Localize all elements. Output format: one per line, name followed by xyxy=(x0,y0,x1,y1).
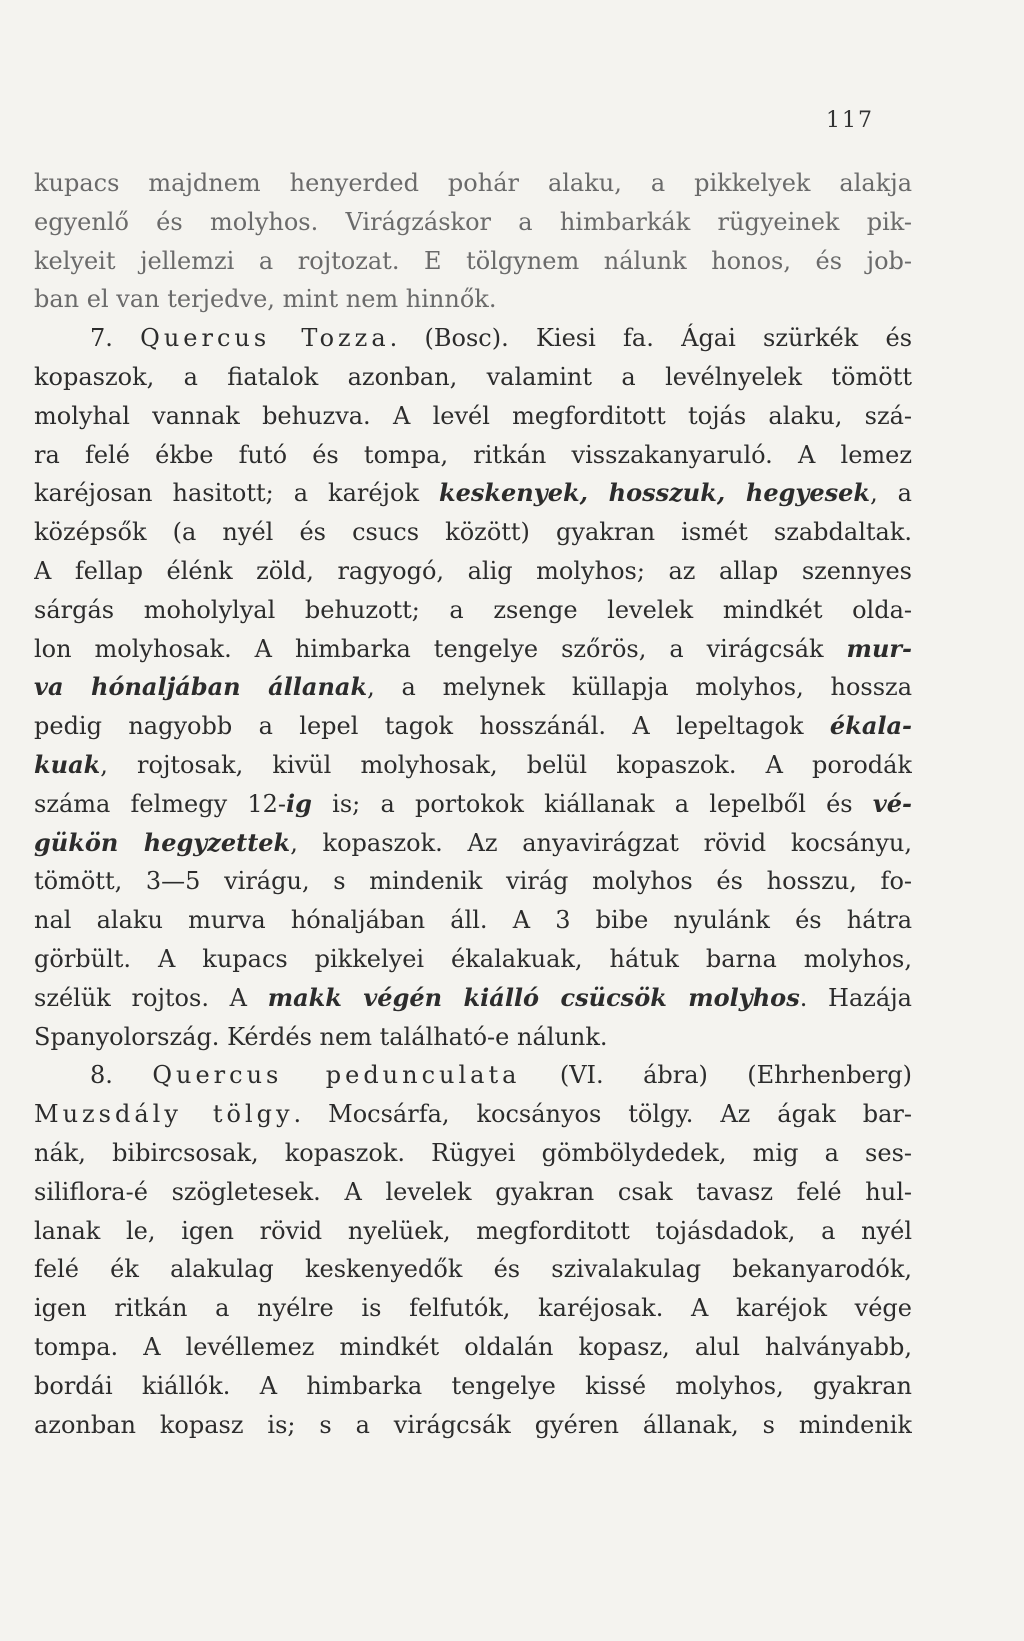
text-line: 8. Quercus pedunculata (VI. ábra) (Ehrhenberg) xyxy=(90,1061,912,1090)
text-line: felé ék alakulag keskenyedők és szivalakulag bekanyarodók, xyxy=(34,1255,912,1284)
text-line: egyenlő és molyhos. Virágzáskor a himbarkák rügyeinek pik- xyxy=(34,207,912,236)
text-line: ban el van terjedve, mint nem hinnők. xyxy=(34,285,497,314)
text-line: kupacs majdnem henyerded pohár alaku, a pikkelyek alakja xyxy=(34,169,912,197)
text-line: kelyeit jellemzi a rojtozat. E tölgynem nálunk honos, és job- xyxy=(34,246,912,275)
text-line: ra felé ékbe futó és tompa, ritkán visszakanyaruló. A lemez xyxy=(34,440,912,469)
text-line: igen ritkán a nyélre is felfutók, karéjosak. A karéjok vége xyxy=(34,1294,912,1323)
text-line: azonban kopasz is; s a virágcsák gyéren állanak, s mindenik xyxy=(34,1410,912,1439)
body-text xyxy=(34,164,912,1444)
text-line: va hónaljában állanak, a melynek küllapja molyhos, hossza xyxy=(34,672,912,702)
text-line: tömött, 3—5 virágu, s mindenik virág molyhos és hosszu, fo- xyxy=(34,867,912,896)
text-line: lon molyhosak. A himbarka tengelye szőrös, a virágcsák mur- xyxy=(34,633,912,663)
text-line: száma felmegy 12-ig is; a portokok kiállanak a lepelből és vé- xyxy=(34,788,912,818)
text-line: szélük rojtos. A makk végén kiálló csücsök molyhos. Hazája xyxy=(34,982,912,1012)
text-line: kopaszok, a fiatalok azonban, valamint a levélnyelek tömött xyxy=(34,362,912,391)
text-line: lanak le, igen rövid nyelüek, megforditott tojásdadok, a nyél xyxy=(34,1216,912,1245)
text-line: sárgás moholylyal behuzott; a zsenge levelek mindkét olda- xyxy=(34,595,912,624)
text-line: siliflora-é szögletesek. A levelek gyakran csak tavasz felé hul- xyxy=(34,1177,912,1206)
text-line: molyhal vannak behuzva. A levél megforditott tojás alaku, szá- xyxy=(34,401,912,430)
text-line: kuak, rojtosak, kivül molyhosak, belül kopaszok. A porodák xyxy=(34,749,912,779)
text-line: Muzsdály tölgy. Mocsárfa, kocsányos tölgy. Az ágak bar- xyxy=(34,1100,912,1129)
text-line: bordái kiállók. A himbarka tengelye kissé molyhos, gyakran xyxy=(34,1371,912,1400)
text-line: tompa. A levéllemez mindkét oldalán kopasz, alul halványabb, xyxy=(34,1332,912,1361)
text-line: nal alaku murva hónaljában áll. A 3 bibe nyulánk és hátra xyxy=(34,906,912,935)
text-line: A fellap élénk zöld, ragyogó, alig molyhos; az allap szennyes xyxy=(34,556,912,585)
text-line: nák, bibircsosak, kopaszok. Rügyei gömbölydedek, mig a ses- xyxy=(34,1138,912,1167)
page-number: 117 xyxy=(826,108,874,133)
text-line: 7. Quercus Tozza. (Bosc). Kiesi fa. Ágai szürkék és xyxy=(90,324,912,353)
text-line: pedig nagyobb a lepel tagok hosszánál. A lepeltagok ékala- xyxy=(34,711,912,741)
text-line: középsők (a nyél és csucs között) gyakran ismét szabdaltak. xyxy=(34,518,912,547)
text-line: karéjosan hasitott; a karéjok keskenyek, hosszuk, hegyesek, a xyxy=(34,478,912,508)
text-line: görbült. A kupacs pikkelyei ékalakuak, hátuk barna molyhos, xyxy=(34,944,912,973)
text-line: gükön hegyzettek, kopaszok. Az anyavirágzat rövid kocsányu, xyxy=(34,827,912,857)
text-line: Spanyolország. Kérdés nem található-e nálunk. xyxy=(34,1022,608,1051)
